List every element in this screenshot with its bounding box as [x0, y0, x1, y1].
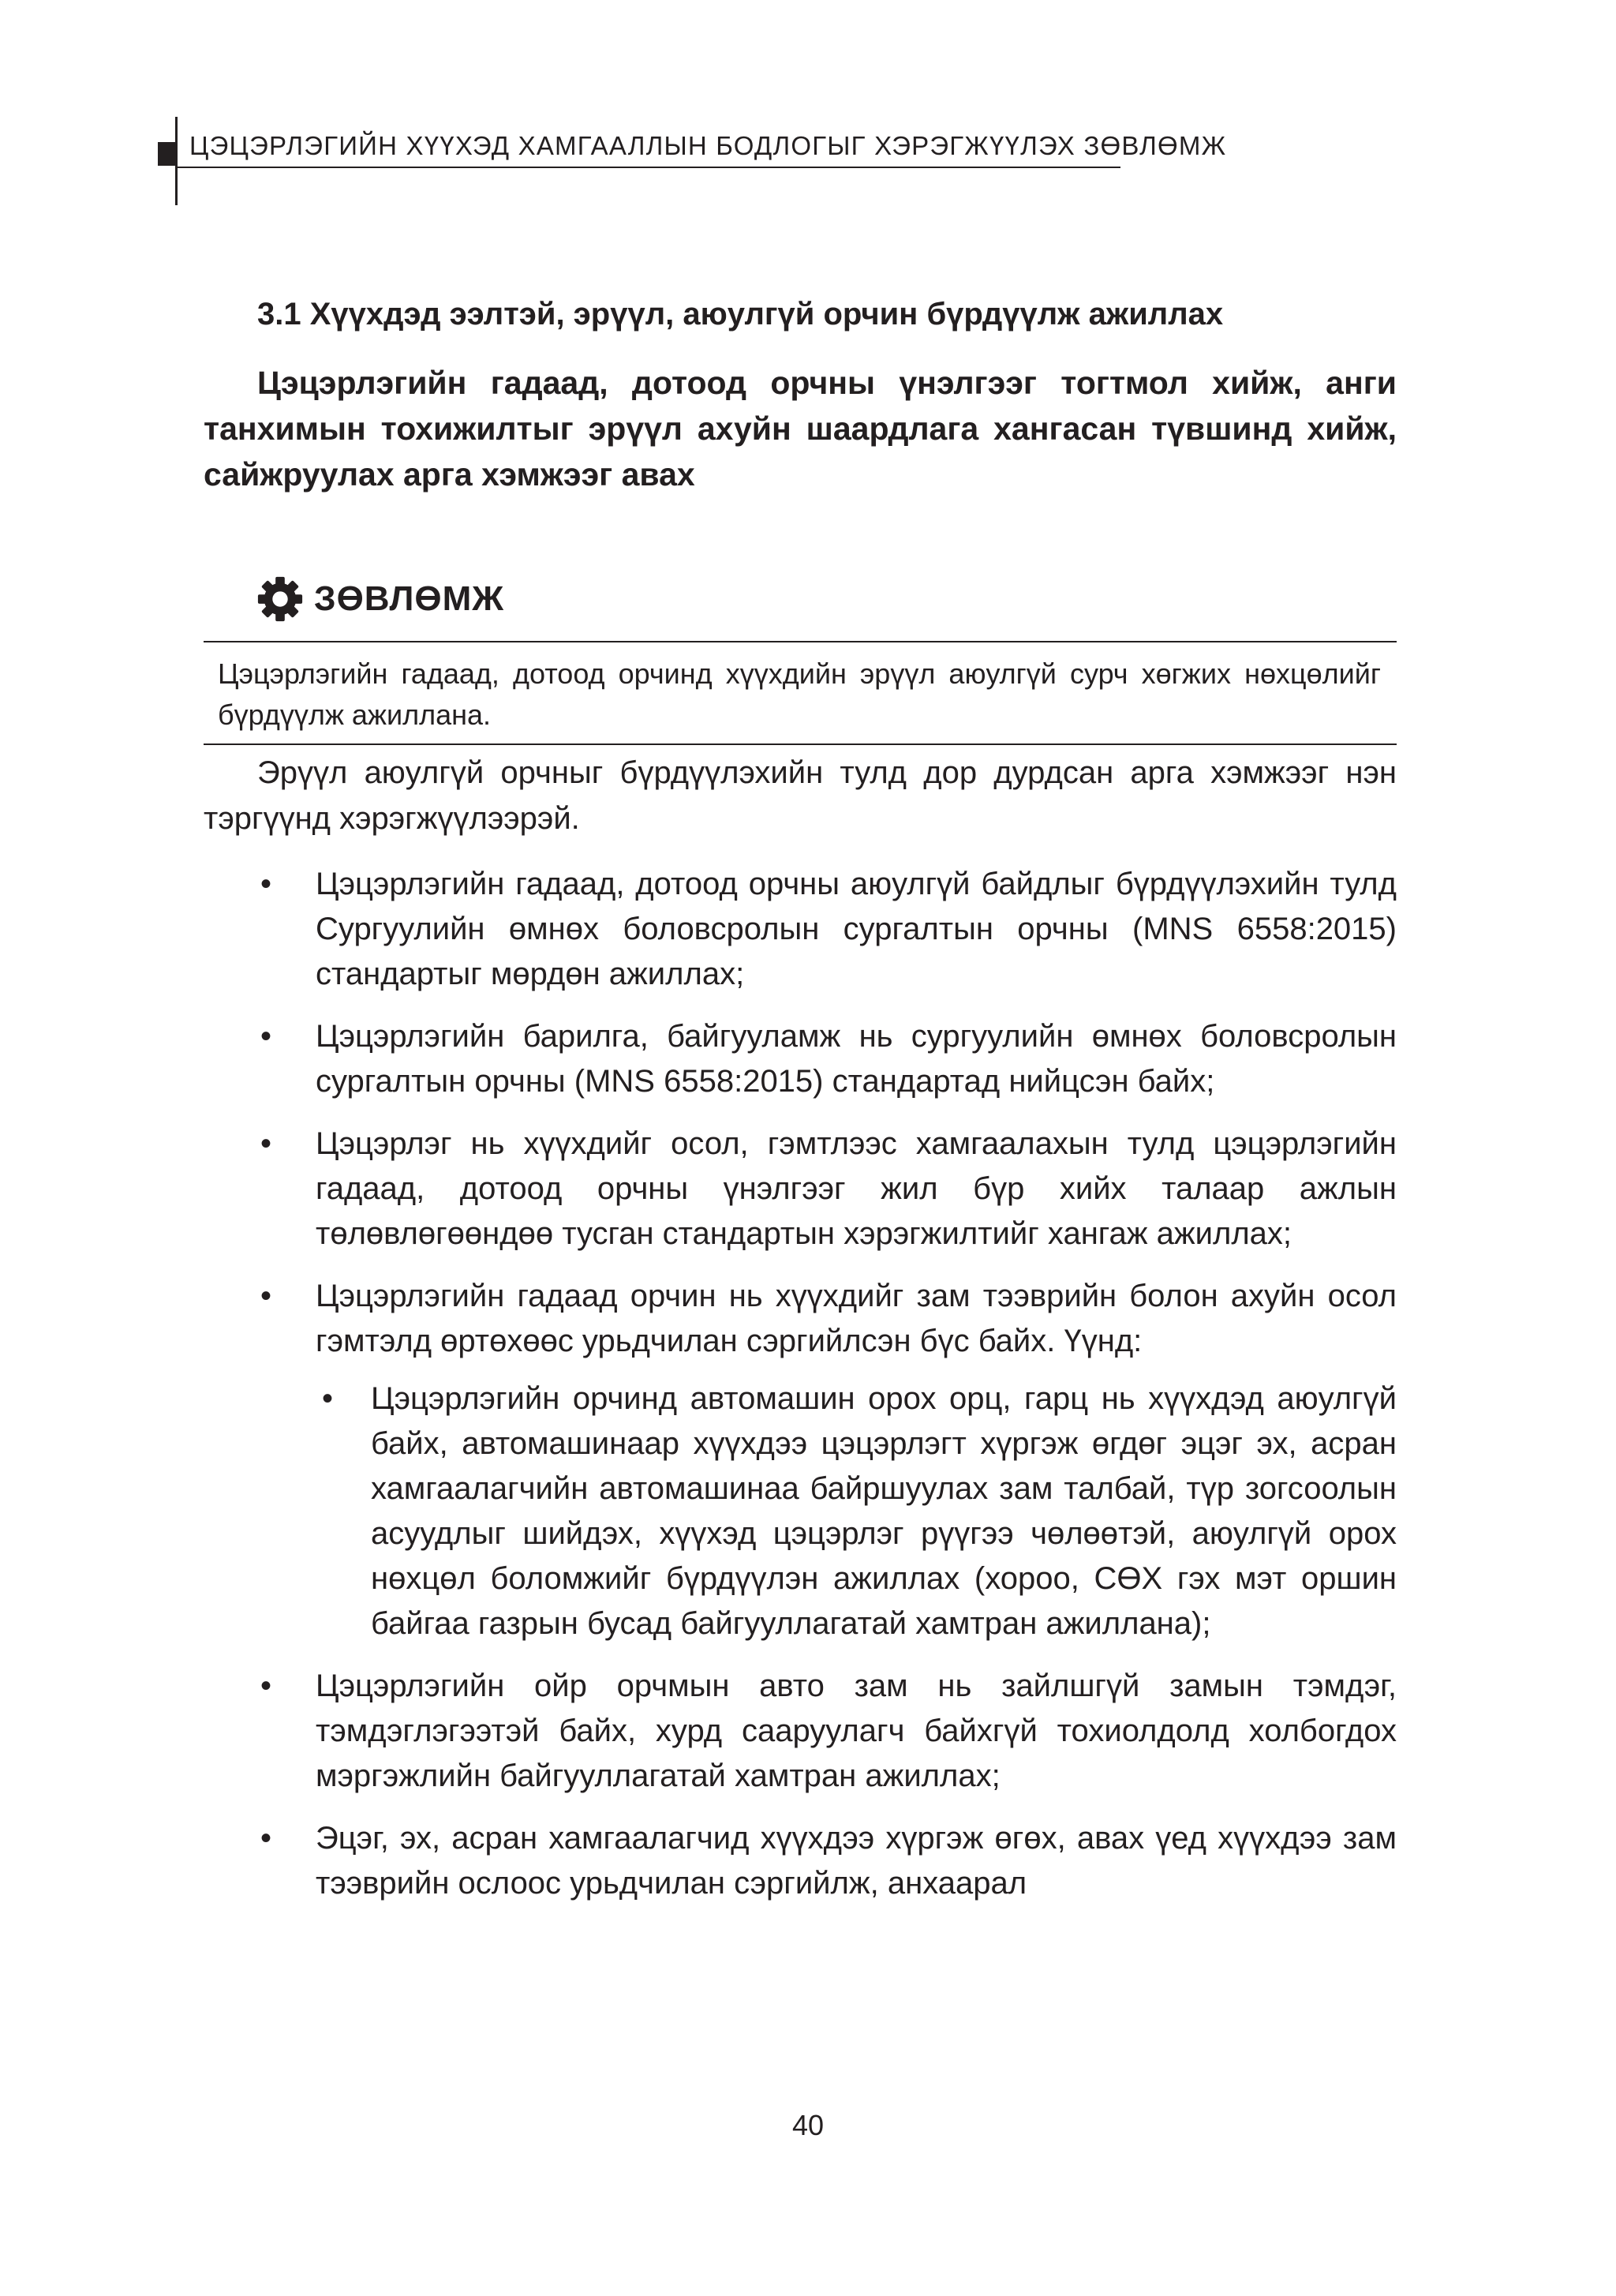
- list-item: [204, 862, 1397, 997]
- list-item-text: Цэцэрлэгийн ойр орчмын авто зам нь зайлшгүй замын тэмдэг, тэмдэглэгээтэй байх, хурд сааруулагч байхгүй тохиолдолд холбогдох мэргэжлийн байгууллагатай хамтран ажиллах;: [316, 1669, 1397, 1793]
- running-header-title: ЦЭЦЭРЛЭГИЙН ХҮҮХЭД ХАМГААЛЛЫН БОДЛОГЫГ ХЭРЭГЖҮҮЛЭХ ЗӨВЛӨМЖ: [189, 131, 1227, 160]
- list-item: [204, 1664, 1397, 1799]
- bullet-list: [204, 862, 1397, 1923]
- bullet-marker: •: [260, 867, 271, 901]
- bullet-marker: •: [321, 1381, 333, 1416]
- header-marker-block: [158, 142, 175, 166]
- list-item-text: Цэцэрлэг нь хүүхдийг осол, гэмтлээс хамгаалахын тулд цэцэрлэгийн гадаад, дотоод орчны үнэлгээг жил бүр хийх талаар ажлын төлөвлөгөөндөө тусган стандартын хэрэгжилтийг хангаж ажиллах;: [316, 1126, 1397, 1251]
- recommendation-title: ЗӨВЛӨМЖ: [314, 579, 504, 618]
- list-item-text: Цэцэрлэгийн барилга, байгууламж нь сургуулийн өмнөх боловсролын сургалтын орчны (MNS 6558:2015) стандартад нийцсэн байх;: [316, 1019, 1397, 1099]
- section-subtitle: Цэцэрлэгийн гадаад, дотоод орчны үнэлгээг тогтмол хийж, анги танхимын тохижилтыг эрүүл ахуйн шаардлага хангасан түвшинд хийж, сайжруулах арга хэмжээг авах: [204, 365, 1397, 493]
- page-number: 40: [791, 2109, 825, 2141]
- recommendation-box: [204, 641, 1397, 745]
- recommendation-text: Цэцэрлэгийн гадаад, дотоод орчинд хүүхдийн эрүүл аюулгүй сурч хөгжих нөхцөлийг бүрдүүлж ажиллана.: [218, 657, 1381, 731]
- list-item: [204, 1274, 1397, 1646]
- bullet-marker: •: [260, 1126, 271, 1161]
- bullet-marker: •: [260, 1019, 271, 1054]
- gear-icon: [256, 575, 305, 624]
- list-item: [204, 1816, 1397, 1906]
- bullet-marker: •: [260, 1279, 271, 1313]
- section-title: 3.1 Хүүхдэд ээлтэй, эрүүл, аюулгүй орчин бүрдүүлж ажиллах: [257, 297, 1224, 331]
- list-item-text: Цэцэрлэгийн гадаад, дотоод орчны аюулгүй байдлыг бүрдүүлэхийн тулд Сургуулийн өмнөх боловсролын сургалтын орчны (MNS 6558:2015) стандартыг мөрдөн ажиллах;: [316, 867, 1397, 991]
- header-horizontal-rule: [175, 167, 1120, 168]
- bullet-marker: •: [260, 1669, 271, 1703]
- intro-paragraph: Эрүүл аюулгүй орчныг бүрдүүлэхийн тулд дор дурдсан арга хэмжээг нэн тэргүүнд хэрэгжүүлээрэй.: [204, 755, 1397, 836]
- list-item-text: Эцэг, эх, асран хамгаалагчид хүүхдээ хүргэж өгөх, авах үед хүүхдээ зам тээврийн ослоос урьдчилан сэргийлж, анхаарал: [316, 1821, 1397, 1901]
- recommendation-heading: [256, 575, 504, 624]
- nested-bullet-list: [316, 1376, 1397, 1646]
- list-item: [204, 1014, 1397, 1104]
- nested-list-item-text: Цэцэрлэгийн орчинд автомашин орох орц, гарц нь хүүхдэд аюулгүй байх, автомашинаар хүүхдээ цэцэрлэгт хүргэж өгдөг эцэг эх, асран хамгаалагчийн автомашинаа байршуулах зам талбай, түр зогсоолын асуудлыг шийдэх, хүүхэд цэцэрлэг рүүгээ чөлөөтэй, аюулгүй орох нөхцөл боломжийг бүрдүүлэн ажиллах (хороо, СӨХ гэх мэт оршин байгаа газрын бусад байгууллагатай хамтран ажиллана);: [371, 1381, 1397, 1641]
- bullet-marker: •: [260, 1821, 271, 1856]
- nested-list-item: [316, 1376, 1397, 1646]
- header-vertical-rule: [175, 117, 178, 205]
- list-item: [204, 1122, 1397, 1257]
- list-item-text: Цэцэрлэгийн гадаад орчин нь хүүхдийг зам тээврийн болон ахуйн осол гэмтэлд өртөхөөс урьдчилан сэргийлсэн бүс байх. Үүнд:: [316, 1279, 1397, 1358]
